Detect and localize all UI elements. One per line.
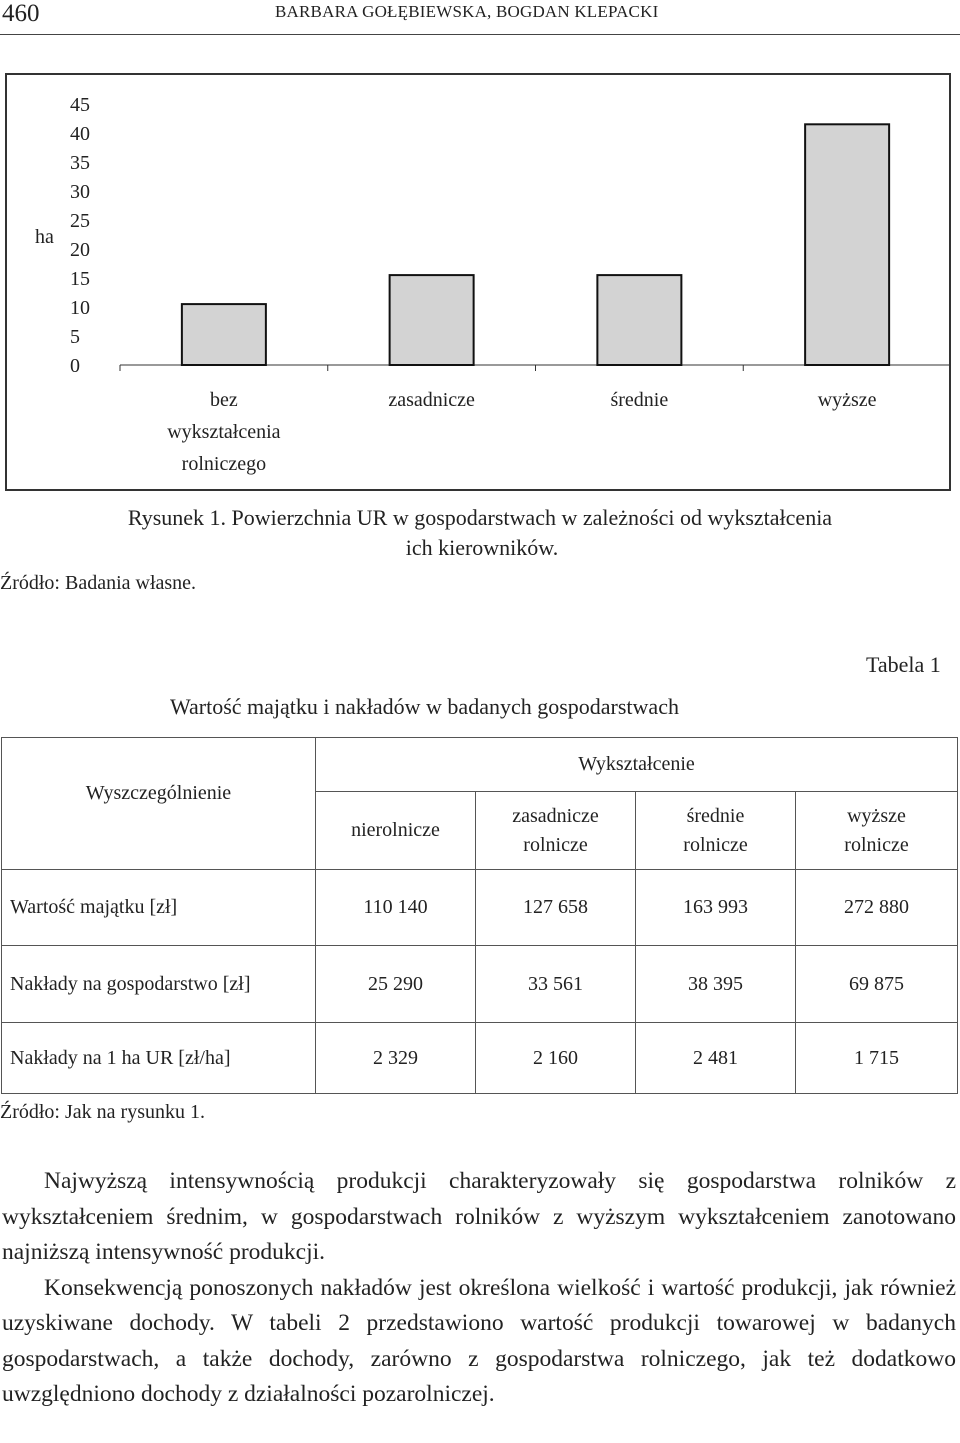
header-col-2-line-1: zasadnicze [512, 804, 599, 827]
header-col-2-line-2: rolnicze [523, 833, 588, 856]
table-cell: 272 880 [796, 870, 958, 946]
header-col-3 [636, 792, 796, 870]
body-text [2, 1164, 956, 1413]
header-row-label: Wyszczególnienie [2, 738, 316, 870]
paragraph: Najwyższą intensywnością produkcji charakteryzowały się gospodarstwa rolników z wykształceniem średnim, w gospodarstwach rolników z wyższym wykształceniem zanotowano najniższą intensywność produkcji. [2, 1168, 956, 1265]
y-tick-label: 20 [70, 239, 90, 261]
row-label: Wartość majątku [zł] [2, 870, 316, 946]
figure-source: Źródło: Badania własne. [0, 572, 197, 594]
header-col-1-line-1: nierolnicze [351, 819, 440, 841]
header-group-education: Wykształcenie [316, 738, 958, 792]
table-cell: 2 329 [316, 1023, 476, 1094]
figure-caption-line-1: Rysunek 1. Powierzchnia UR w gospodarstwach w zależności od wykształcenia [127, 505, 833, 530]
table-cell: 2 481 [636, 1023, 796, 1094]
y-axis-label: ha [35, 226, 54, 248]
table-cell: 2 160 [476, 1023, 636, 1094]
row-label: Nakłady na 1 ha UR [zł/ha] [2, 1023, 316, 1094]
table-cell: 127 658 [476, 870, 636, 946]
y-tick-label: 5 [70, 326, 80, 348]
bar-chart [7, 75, 949, 489]
x-tick-label: rolniczego [181, 453, 267, 475]
table-cell: 33 561 [476, 946, 636, 1023]
y-tick-label: 40 [70, 123, 90, 145]
header-col-3-line-1: średnie [686, 804, 745, 827]
row-label: Nakłady na gospodarstwo [zł] [2, 946, 316, 1023]
table-row [2, 946, 958, 1023]
y-tick-label: 45 [70, 94, 90, 116]
table-cell: 1 715 [796, 1023, 958, 1094]
table-row [2, 1023, 958, 1094]
y-tick-label: 0 [70, 355, 80, 377]
header-col-3-line-2: rolnicze [683, 833, 748, 856]
table-source: Źródło: Jak na rysunku 1. [0, 1101, 205, 1123]
y-tick-label: 35 [70, 152, 90, 174]
table-cell: 38 395 [636, 946, 796, 1023]
running-header [0, 0, 960, 35]
bar [805, 124, 889, 365]
y-tick-label: 30 [70, 181, 90, 203]
header-col-1 [316, 792, 476, 870]
data-table [1, 737, 958, 1094]
header-col-4-line-1: wyższe [847, 804, 906, 827]
y-tick-label: 25 [70, 210, 90, 232]
page-number: 460 [2, 0, 40, 27]
figure-caption [0, 503, 960, 563]
x-tick-label: wyższe [817, 389, 877, 411]
table-number: Tabela 1 [866, 652, 941, 677]
x-tick-label: wykształcenia [167, 421, 281, 443]
y-tick-label: 15 [70, 268, 90, 290]
header-col-2 [476, 792, 636, 870]
table-cell: 163 993 [636, 870, 796, 946]
bar [182, 304, 266, 365]
bar [597, 275, 681, 365]
bar [390, 275, 474, 365]
paragraph: Konsekwencją ponoszonych nakładów jest określona wielkość i wartość produkcji, jak również uzyskiwane dochody. W tabeli 2 przedstawiono wartość produkcji towarowej w badanych gospodarstwach, a także dochody, zarówno z gospodarstwa rolniczego, jak też dodatkowo uwzględniono dochody z działalności pozarolniczej. [2, 1274, 956, 1407]
table-cell: 110 140 [316, 870, 476, 946]
x-tick-label: bez [209, 389, 238, 411]
header-col-4 [796, 792, 958, 870]
authors-running-head: BARBARA GOŁĘBIEWSKA, BOGDAN KLEPACKI [275, 2, 659, 21]
y-tick-label: 10 [70, 297, 90, 319]
table-title: Wartość majątku i nakładów w badanych gospodarstwach [170, 694, 679, 719]
table-cell: 25 290 [316, 946, 476, 1023]
figure-frame [5, 73, 951, 491]
figure-caption-line-2: ich kierowników. [405, 535, 559, 560]
x-tick-label: średnie [610, 389, 669, 411]
table-row [2, 870, 958, 946]
x-tick-label: zasadnicze [388, 389, 475, 411]
header-col-4-line-2: rolnicze [844, 833, 909, 856]
table-cell: 69 875 [796, 946, 958, 1023]
